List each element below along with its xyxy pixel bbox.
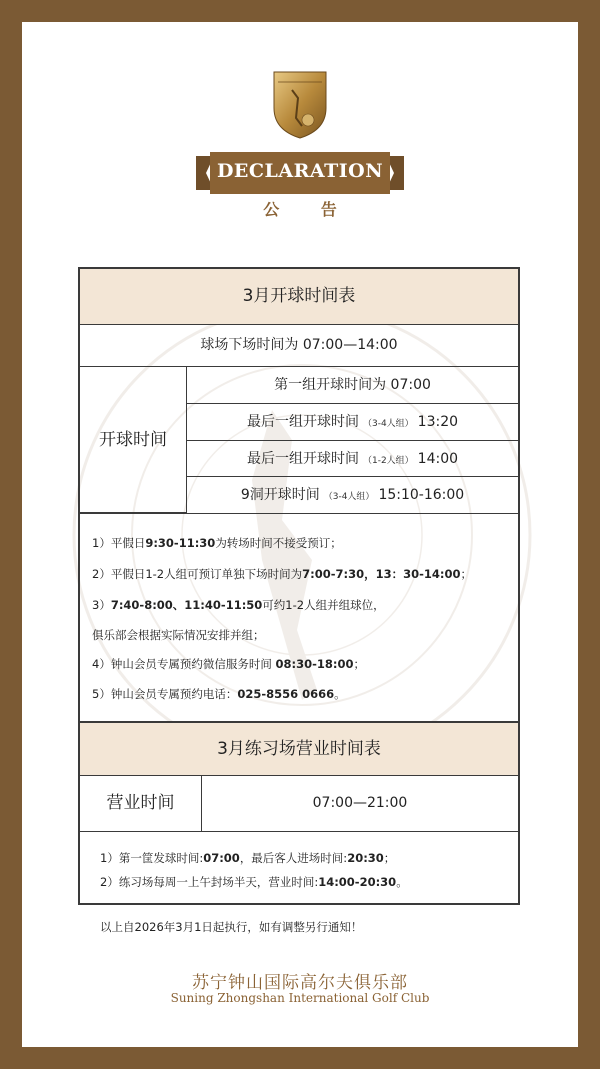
range-note: 2）练习场每周一上午封场半天，营业时间:14:00-20:30。 — [100, 875, 408, 889]
range-schedule-title: 3月练习场营业时间表 — [80, 723, 518, 776]
tee-schedule-table — [78, 267, 520, 723]
tee-row — [187, 441, 518, 477]
tee-row-tag: （3-4人组） — [323, 492, 375, 502]
tee-note: 4）钟山会员专属预约微信服务时间 08:30-18:00； — [92, 657, 365, 671]
divider — [80, 513, 518, 514]
tee-row-time: 14:00 — [417, 451, 459, 467]
range-hours-label — [80, 775, 201, 832]
tee-time-label — [80, 367, 186, 513]
tee-note: 1）平假日9:30-11:30为转场时间不接受预订； — [92, 536, 342, 550]
tee-row-text: 第一组开球时间为 07:00 — [274, 377, 431, 393]
tee-row-time: 15:10-16:00 — [378, 487, 465, 503]
tee-row — [187, 477, 518, 513]
tee-row-time: 13:20 — [417, 414, 459, 430]
club-name-english: Suning Zhongshan International Golf Club — [170, 991, 430, 1005]
club-name-chinese: 苏宁钟山国际高尔夫俱乐部 — [192, 973, 408, 993]
tee-note: 2）平假日1-2人组可预订单独下场时间为7:00-7:30，13：30-14:00； — [92, 567, 472, 581]
range-hours-label-text: 营业时间 — [106, 793, 175, 813]
tee-schedule-title: 3月开球时间表 — [80, 269, 518, 325]
range-hours-value-text: 07:00—21:00 — [312, 795, 408, 811]
tee-row-tag: （1-2人组） — [362, 456, 414, 466]
tee-row-tag: （3-4人组） — [362, 419, 414, 429]
notice-title: 公 告 — [263, 200, 355, 219]
tee-note: 5）钟山会员专属预约电话：025-8556 0666。 — [92, 687, 346, 701]
tee-row — [187, 404, 518, 441]
range-hours-value — [202, 775, 518, 832]
declaration-title: DECLARATION — [216, 160, 384, 182]
tee-row-text: 最后一组开球时间 — [246, 451, 359, 467]
tee-row-text: 9洞开球时间 — [240, 487, 320, 503]
club-shield-logo-icon — [272, 68, 328, 140]
course-hours-text: 球场下场时间为 07:00—14:00 — [200, 337, 398, 353]
range-note: 1）第一筐发球时间:07:00，最后客人进场时间:20:30； — [100, 851, 396, 865]
tee-time-label-text: 开球时间 — [99, 430, 167, 450]
course-hours-row — [80, 324, 518, 367]
effective-date-note: 以上自2026年3月1日起执行，如有调整另行通知！ — [100, 920, 363, 934]
tee-row — [187, 367, 518, 404]
tee-note: 俱乐部会根据实际情况安排并组； — [92, 628, 265, 642]
tee-row-text: 最后一组开球时间 — [246, 414, 359, 430]
tee-note: 3）7:40-8:00、11:40-11:50可约1-2人组并组球位， — [92, 598, 385, 612]
